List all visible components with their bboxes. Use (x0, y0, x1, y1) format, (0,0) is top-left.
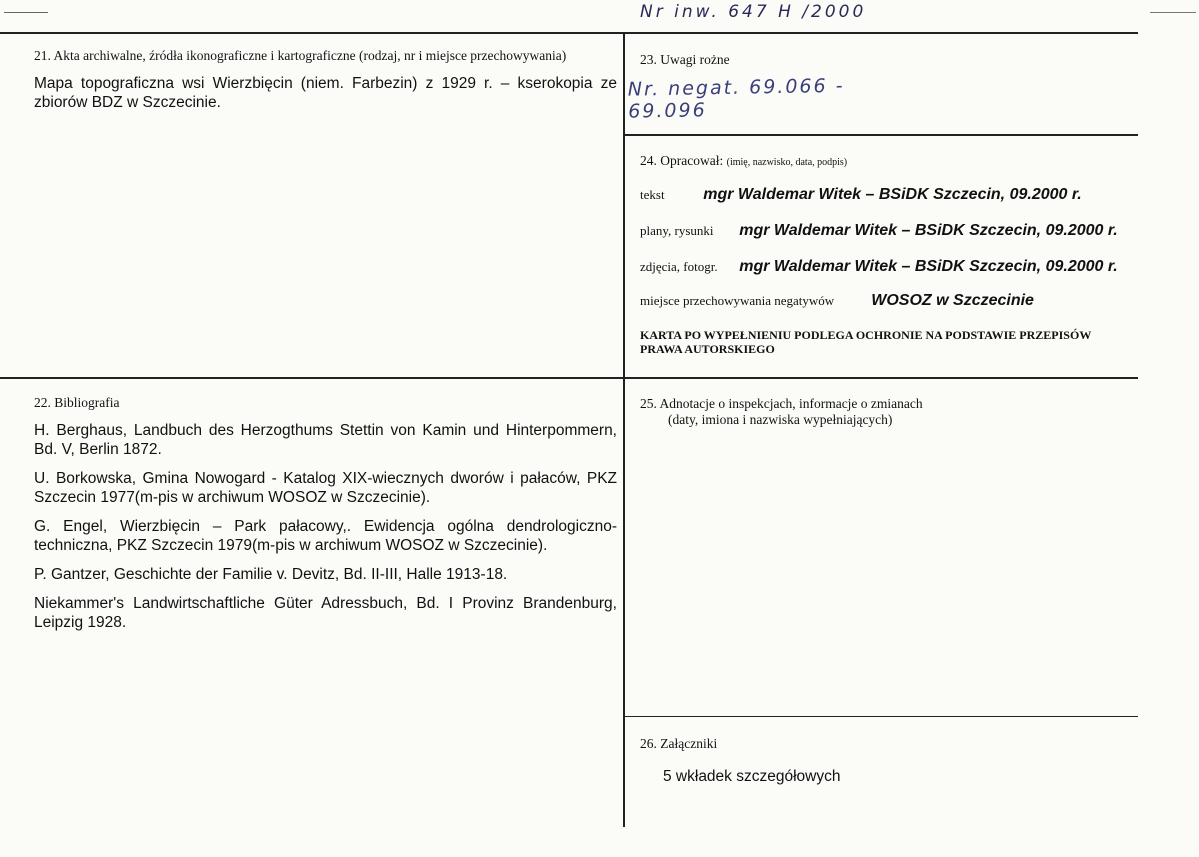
column-divider (623, 32, 625, 827)
divider-25-26 (623, 716, 1138, 717)
top-border (0, 32, 1138, 34)
bibliography-list (34, 421, 617, 642)
author-row-plans (640, 222, 1118, 240)
attachments-text: 5 wkładek szczegółowych (663, 768, 841, 785)
section-24-title (640, 153, 847, 171)
middle-border (0, 377, 1138, 379)
section-21-title: 21. Akta archiwalne, źródła ikonograficzne i kartograficzne (rodzaj, nr i miejsce przechowywania) (34, 48, 567, 63)
negatives-location-label: miejsce przechowywania negatywów (640, 293, 835, 308)
inventory-number: Nr inw. 647 H /2000 (640, 2, 867, 22)
section-21-text: Mapa topograficzna wsi Wierzbięcin (niem. Farbezin) z 1929 r. – kserokopia ze zbiorów BDZ w Szczecinie. (34, 75, 617, 111)
negative-numbers-handwritten: Nr. negat. 69.066 - 69.096 (627, 74, 845, 123)
section-24-title-text: 24. Opracował: (640, 153, 724, 168)
bibliography-item: P. Gantzer, Geschichte der Familie v. Devitz, Bd. II-III, Halle 1913-18. (34, 566, 508, 583)
negatives-location-row (640, 292, 1034, 310)
author-row-value: mgr Waldemar Witek – BSiDK Szczecin, 09.2000 r. (739, 258, 1118, 275)
section-25-title-line2: (daty, imiona i nazwiska wypełniających) (668, 412, 893, 427)
section-25-title (640, 396, 923, 428)
author-row-text (640, 186, 1082, 204)
bibliography-item: G. Engel, Wierzbięcin – Park pałacowy,. Ewidencja ogólna dendrologiczno-techniczna, PKZ Szczecin 1979(m-pis w archiwum WOSOZ w Szczecinie). (34, 518, 617, 554)
bibliography-item: Niekammer's Landwirtschaftliche Güter Adressbuch, Bd. I Provinz Brandenburg, Leipzig 1928. (34, 595, 617, 631)
divider-23-24 (623, 134, 1138, 136)
author-row-label: tekst (640, 187, 665, 202)
top-rule-left (4, 12, 48, 13)
section-24-title-note: (imię, nazwisko, data, podpis) (726, 157, 848, 168)
author-row-photos (640, 258, 1118, 276)
section-23-title: 23. Uwagi rożne (640, 52, 730, 67)
copyright-notice: KARTA PO WYPEŁNIENIU PODLEGA OCHRONIE NA PODSTAWIE PRZEPISÓW PRAWA AUTORSKIEGO (640, 328, 1092, 356)
bibliography-item: H. Berghaus, Landbuch des Herzogthums Stettin von Kamin und Hinterpommern, Bd. V, Berlin 1872. (34, 422, 617, 458)
author-row-value: mgr Waldemar Witek – BSiDK Szczecin, 09.2000 r. (739, 222, 1118, 239)
section-26-title: 26. Załączniki (640, 736, 718, 751)
top-rule-right (1150, 12, 1196, 13)
negatives-location-value: WOSOZ w Szczecinie (871, 292, 1034, 309)
section-25-title-line1: 25. Adnotacje o inspekcjach, informacje o zmianach (640, 396, 923, 411)
author-row-label: zdjęcia, fotogr. (640, 259, 718, 274)
section-22-title: 22. Bibliografia (34, 395, 120, 410)
author-row-label: plany, rysunki (640, 223, 714, 238)
bibliography-item: U. Borkowska, Gmina Nowogard - Katalog XIX-wiecznych dworów i pałaców, PKZ Szczecin 1977(m-pis w archiwum WOSOZ w Szczecinie). (34, 470, 617, 506)
author-row-value: mgr Waldemar Witek – BSiDK Szczecin, 09.2000 r. (703, 186, 1082, 203)
